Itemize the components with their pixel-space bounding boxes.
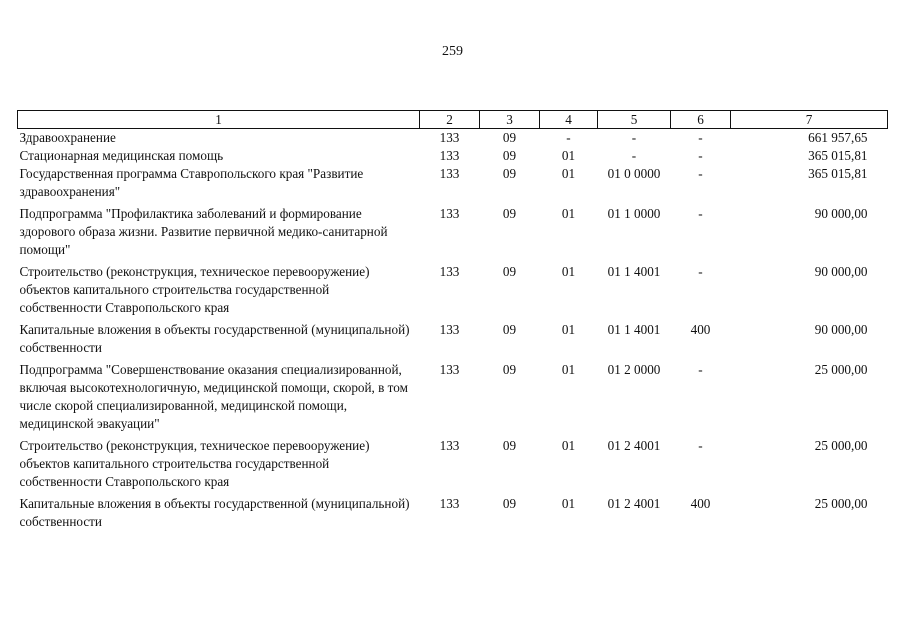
row-expense-type: - (698, 206, 703, 221)
row-target-article: - (631, 130, 637, 145)
row-ministry-code: 133 (439, 496, 460, 511)
row-ministry-code: 133 (439, 206, 460, 221)
row-section-code: 09 (502, 130, 517, 145)
row-expense-type: - (698, 148, 703, 163)
row-target-article: - (631, 148, 637, 163)
row-ministry-code: 133 (439, 166, 460, 181)
row-subsection-code: 01 (561, 496, 576, 511)
budget-table-container (17, 110, 887, 531)
row-subsection-code: 01 (561, 322, 576, 337)
table-row (18, 201, 888, 259)
row-amount: 90 000,00 (814, 322, 868, 337)
row-amount: 90 000,00 (814, 206, 868, 221)
budget-table (17, 110, 888, 531)
row-amount: 365 015,81 (808, 148, 868, 163)
header-col-3: 3 (480, 111, 540, 129)
table-row (18, 491, 888, 531)
row-expense-type: - (698, 166, 703, 181)
table-body (18, 129, 888, 532)
row-subsection-code: 01 (561, 438, 576, 453)
row-target-article: 01 1 4001 (607, 264, 661, 279)
row-name: Стационарная медицинская помощь (19, 148, 224, 163)
row-ministry-code: 133 (439, 148, 460, 163)
row-subsection-code: 01 (561, 206, 576, 221)
table-row (18, 259, 888, 317)
row-expense-type: - (698, 362, 703, 377)
row-expense-type: - (698, 264, 703, 279)
row-amount: 365 015,81 (808, 166, 868, 181)
row-section-code: 09 (502, 264, 517, 279)
row-amount: 25 000,00 (814, 438, 868, 453)
row-name: Строительство (реконструкция, техническое перевооружение) объектов капитального строительства государственной собственности Ставропольского края (19, 264, 370, 315)
row-amount: 25 000,00 (814, 496, 868, 511)
row-section-code: 09 (502, 166, 517, 181)
row-subsection-code: 01 (561, 166, 576, 181)
row-section-code: 09 (502, 496, 517, 511)
row-expense-type: - (698, 438, 703, 453)
row-expense-type: 400 (690, 322, 711, 337)
row-subsection-code: 01 (561, 148, 576, 163)
table-header (18, 111, 888, 129)
row-ministry-code: 133 (439, 438, 460, 453)
row-expense-type: - (698, 130, 703, 145)
row-name: Здравоохранение (19, 130, 116, 145)
table-row (18, 357, 888, 433)
row-name: Подпрограмма "Совершенствование оказания специализированной, включая высокотехнологичную, медицинской помощи, скорой, в том числе скорой специализированной, медицинской помощи, медицинской эвакуации" (19, 362, 408, 431)
header-col-4: 4 (540, 111, 598, 129)
row-section-code: 09 (502, 438, 517, 453)
header-col-2: 2 (420, 111, 480, 129)
row-ministry-code: 133 (439, 362, 460, 377)
page-number: 259 (442, 44, 463, 59)
row-ministry-code: 133 (439, 322, 460, 337)
table-row (18, 129, 888, 148)
row-section-code: 09 (502, 322, 517, 337)
header-row (18, 111, 888, 129)
row-name: Капитальные вложения в объекты государственной (муниципальной) собственности (19, 496, 410, 529)
row-target-article: 01 2 4001 (607, 438, 661, 453)
row-subsection-code: 01 (561, 362, 576, 377)
row-ministry-code: 133 (439, 264, 460, 279)
row-ministry-code: 133 (439, 130, 460, 145)
row-subsection-code: 01 (561, 264, 576, 279)
row-section-code: 09 (502, 206, 517, 221)
row-target-article: 01 2 0000 (607, 362, 661, 377)
table-row (18, 165, 888, 201)
row-name: Государственная программа Ставропольского края "Развитие здравоохранения" (19, 166, 364, 199)
row-section-code: 09 (502, 148, 517, 163)
header-col-6: 6 (671, 111, 731, 129)
table-row (18, 147, 888, 165)
row-subsection-code: - (566, 130, 571, 145)
row-name: Капитальные вложения в объекты государственной (муниципальной) собственности (19, 322, 410, 355)
header-col-5: 5 (598, 111, 671, 129)
row-name: Строительство (реконструкция, техническое перевооружение) объектов капитального строительства государственной собственности Ставропольского края (19, 438, 370, 489)
row-expense-type: 400 (690, 496, 711, 511)
row-amount: 661 957,65 (808, 130, 868, 145)
row-target-article: 01 2 4001 (607, 496, 661, 511)
table-row (18, 317, 888, 357)
row-amount: 25 000,00 (814, 362, 868, 377)
header-col-7: 7 (731, 111, 888, 129)
row-target-article: 01 1 4001 (607, 322, 661, 337)
header-col-1: 1 (18, 111, 420, 129)
row-target-article: 01 0 0000 (607, 166, 661, 181)
row-target-article: 01 1 0000 (607, 206, 661, 221)
row-section-code: 09 (502, 362, 517, 377)
table-row (18, 433, 888, 491)
row-amount: 90 000,00 (814, 264, 868, 279)
row-name: Подпрограмма "Профилактика заболеваний и формирование здорового образа жизни. Развитие первичной медико-санитарной помощи" (19, 206, 388, 257)
